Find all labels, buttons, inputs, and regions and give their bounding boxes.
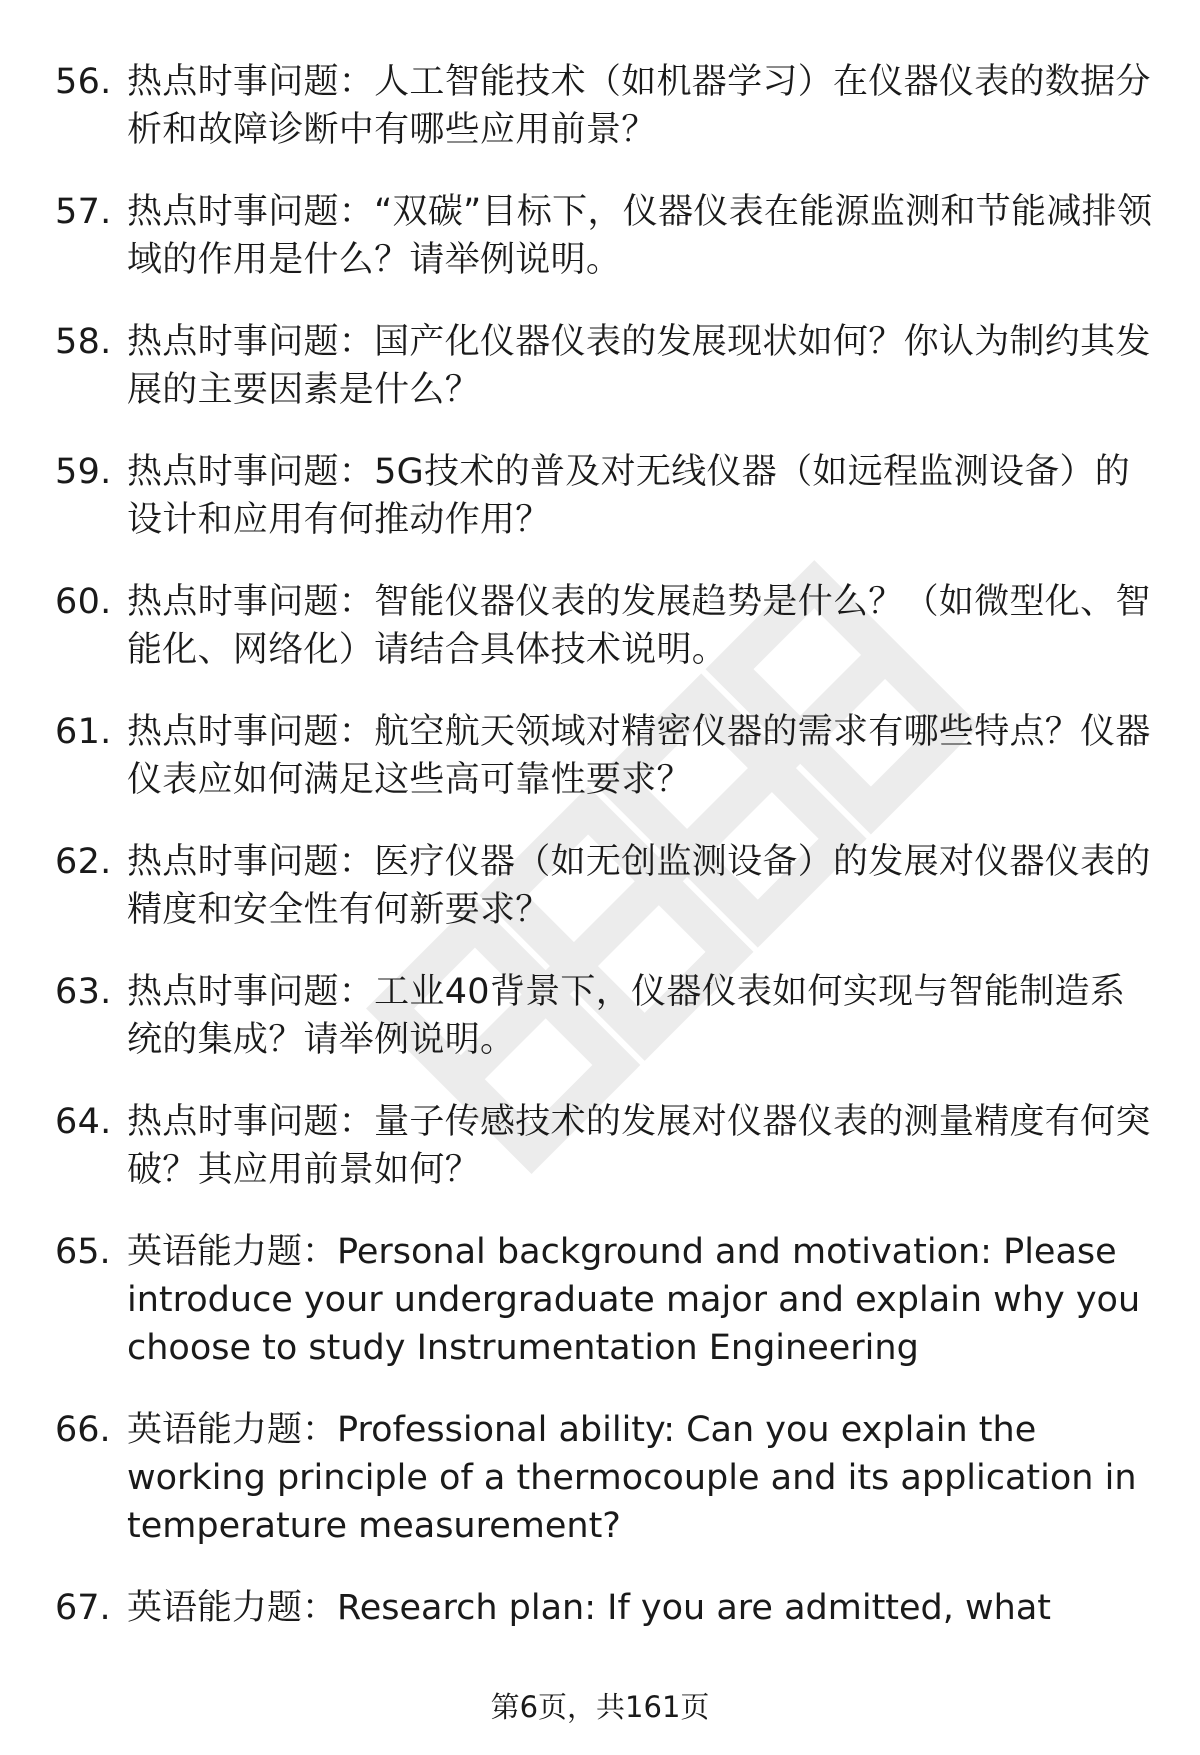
question-text: 热点时事问题：“双碳”目标下，仪器仪表在能源监测和节能减排领域的作用是什么？请举例说明。	[127, 192, 1153, 280]
question-item	[55, 708, 1155, 804]
question-number: 63.	[55, 972, 112, 1012]
question-text: 热点时事问题：人工智能技术（如机器学习）在仪器仪表的数据分析和故障诊断中有哪些应用前景？	[127, 62, 1151, 150]
question-item	[55, 448, 1155, 544]
question-number: 65.	[55, 1232, 111, 1272]
question-number: 56.	[55, 62, 112, 102]
question-item	[55, 318, 1155, 414]
question-item	[55, 1228, 1155, 1372]
question-text: 热点时事问题：国产化仪器仪表的发展现状如何？你认为制约其发展的主要因素是什么？	[127, 322, 1151, 410]
question-number: 60.	[55, 582, 112, 622]
question-text: 热点时事问题：工业40背景下，仪器仪表如何实现与智能制造系统的集成？请举例说明。	[127, 972, 1126, 1060]
question-item	[55, 1584, 1155, 1632]
question-item	[55, 188, 1155, 284]
question-item	[55, 58, 1155, 154]
question-item	[55, 578, 1155, 674]
question-number: 57.	[55, 192, 112, 232]
question-text: 热点时事问题：智能仪器仪表的发展趋势是什么？（如微型化、智能化、网络化）请结合具体技术说明。	[127, 582, 1151, 670]
question-list	[55, 58, 1155, 1666]
question-number: 67.	[55, 1588, 111, 1628]
question-text: 英语能力题：Professional ability: Can you explain the working principle of a thermocouple and its application in temperature measurement?	[127, 1410, 1137, 1546]
question-text: 英语能力题：Personal background and motivation: Please introduce your undergraduate major and explain why you choose to study Instrumentation Engineering	[127, 1232, 1141, 1368]
question-number: 61.	[55, 712, 112, 752]
question-number: 66.	[55, 1410, 111, 1450]
question-text: 英语能力题：Research plan: If you are admitted, what	[127, 1588, 1051, 1628]
question-text: 热点时事问题：5G技术的普及对无线仪器（如远程监测设备）的设计和应用有何推动作用？	[127, 452, 1131, 540]
question-item	[55, 968, 1155, 1064]
question-item	[55, 838, 1155, 934]
question-text: 热点时事问题：航空航天领域对精密仪器的需求有哪些特点？仪器仪表应如何满足这些高可靠性要求？	[127, 712, 1151, 800]
question-text: 热点时事问题：量子传感技术的发展对仪器仪表的测量精度有何突破？其应用前景如何？	[127, 1102, 1151, 1190]
question-item	[55, 1406, 1155, 1550]
question-number: 58.	[55, 322, 112, 362]
question-text: 热点时事问题：医疗仪器（如无创监测设备）的发展对仪器仪表的精度和安全性有何新要求？	[127, 842, 1151, 930]
question-number: 62.	[55, 842, 112, 882]
page-footer: 第6页，共161页	[490, 1690, 710, 1724]
question-number: 59.	[55, 452, 112, 492]
question-item	[55, 1098, 1155, 1194]
question-number: 64.	[55, 1102, 112, 1142]
